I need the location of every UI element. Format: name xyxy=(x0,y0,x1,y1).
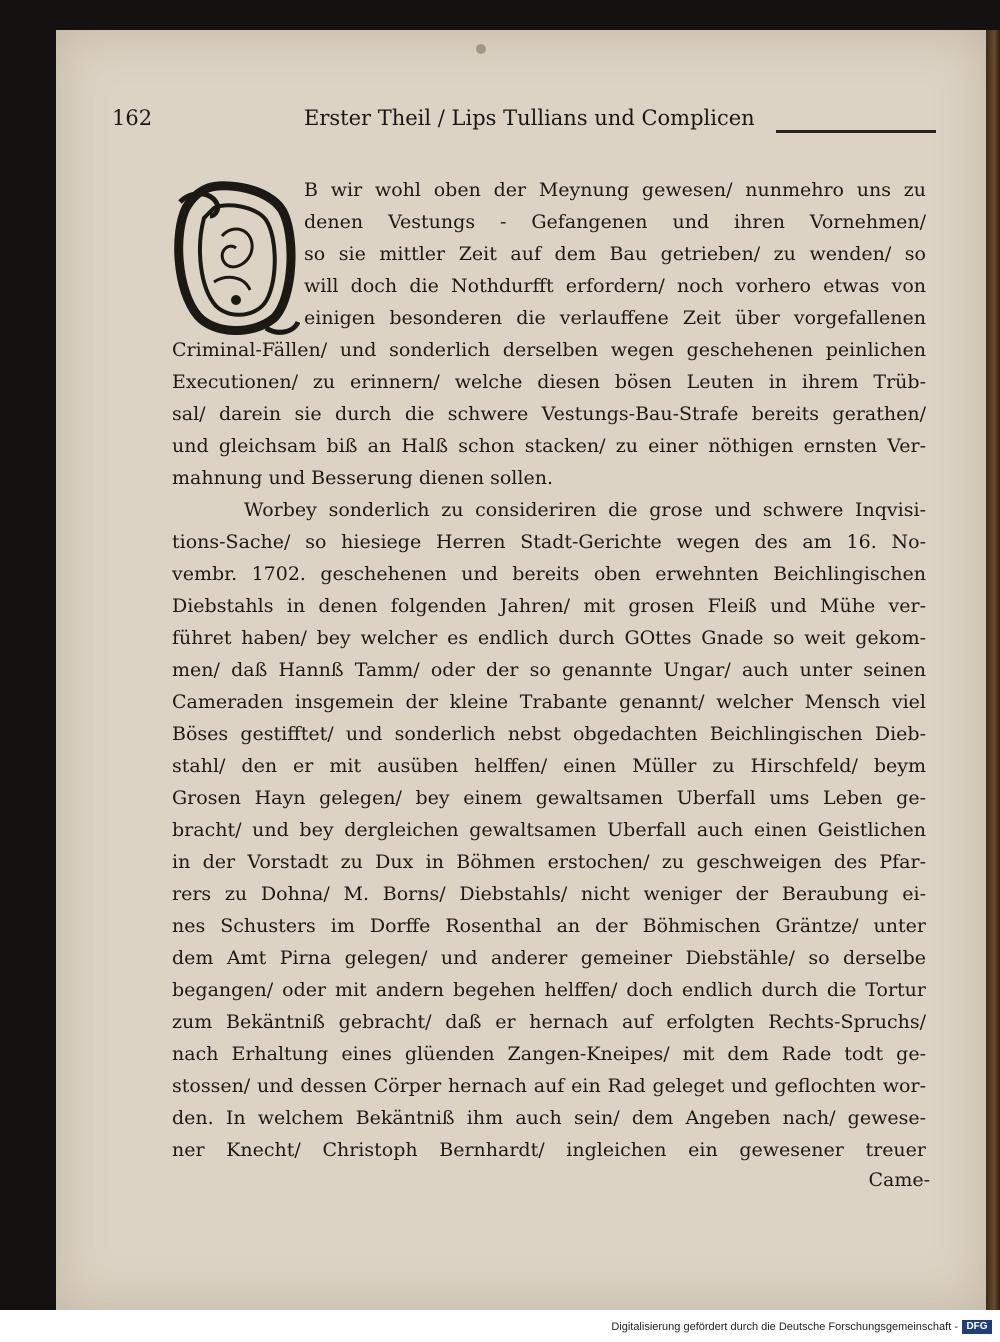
text-line: Worbey sonderlich zu consideriren die grose und schwere Inqvisi- xyxy=(244,499,926,521)
text-line: den. In welchem Bekäntniß ihm auch sein/ dem Angeben nach/ gewese- xyxy=(172,1107,926,1129)
text-line: ner Knecht/ Christoph Bernhardt/ ingleichen ein gewesener treuer xyxy=(172,1139,926,1161)
text-line: Criminal-Fällen/ und sonderlich derselben wegen geschehenen peinlichen xyxy=(172,339,926,361)
funding-credit: Digitalisierung gefördert durch die Deutsche Forschungsgemeinschaft - xyxy=(611,1321,958,1333)
text-line: Diebstahls in denen folgenden Jahren/ mit grosen Fleiß und Mühe ver- xyxy=(172,595,926,617)
footer-bar xyxy=(0,1310,1000,1342)
text-line: Böses gestifftet/ und sonderlich nebst obgedachten Beichlingischen Dieb- xyxy=(172,723,926,745)
text-line: sal/ darein sie durch die schwere Vestungs-Bau-Strafe bereits gerathen/ xyxy=(172,403,926,425)
text-line: nes Schusters im Dorffe Rosenthal an der Böhmischen Gräntze/ unter xyxy=(172,915,926,937)
text-line: einigen besonderen die verlauffene Zeit über vorgefallenen xyxy=(304,307,926,329)
dfg-logo: DFG xyxy=(962,1320,992,1334)
text-line: stahl/ den er mit ausüben helffen/ einen Müller zu Hirschfeld/ beym xyxy=(172,755,926,777)
text-line: zum Bekäntniß gebracht/ daß er hernach auf erfolgten Rechts-Spruchs/ xyxy=(172,1011,926,1033)
text-line: stossen/ und dessen Cörper hernach auf ein Rad geleget und geflochten wor- xyxy=(172,1075,926,1097)
text-line: tions-Sache/ so hiesiege Herren Stadt-Gerichte wegen des am 16. No- xyxy=(172,531,926,553)
text-line: denen Vestungs - Gefangenen und ihren Vornehmen/ xyxy=(304,211,926,233)
catchword: Came- xyxy=(868,1169,930,1191)
text-line: will doch die Nothdurfft erfordern/ noch vorhero etwas von xyxy=(304,275,926,297)
text-line: vembr. 1702. geschehenen und bereits oben erwehnten Beichlingischen xyxy=(172,563,926,585)
text-line: dem Amt Pirna gelegen/ und anderer gemeiner Diebstähle/ so derselbe xyxy=(172,947,926,969)
text-line: und gleichsam biß an Halß schon stacken/ zu einer nöthigen ernsten Ver- xyxy=(172,435,926,457)
text-line: mahnung und Besserung dienen sollen. xyxy=(172,467,553,489)
text-line: bracht/ und bey dergleichen gewaltsamen Uberfall auch einen Geistlichen xyxy=(172,819,926,841)
text-line: führet haben/ bey welcher es endlich durch GOttes Gnade so weit gekom- xyxy=(172,627,926,649)
text-line: men/ daß Hannß Tamm/ oder der so genannte Ungar/ auch unter seinen xyxy=(172,659,926,681)
page-number: 162 xyxy=(112,106,153,130)
text-line: Cameraden insgemein der kleine Trabante genannt/ welcher Mensch viel xyxy=(172,691,926,713)
text-line: begangen/ oder mit andern begehen helffen/ doch endlich durch die Tortur xyxy=(172,979,926,1001)
text-line: Grosen Hayn gelegen/ bey einem gewaltsamen Uberfall ums Leben ge- xyxy=(172,787,926,809)
running-title: Erster Theil / Lips Tullians und Complicen xyxy=(304,106,755,130)
text-line: in der Vorstadt zu Dux in Böhmen erstochen/ zu geschweigen des Pfar- xyxy=(172,851,926,873)
text-line: so sie mittler Zeit auf dem Bau getrieben/ zu wenden/ so xyxy=(304,243,926,265)
text-line: B wir wohl oben der Meynung gewesen/ nunmehro uns zu xyxy=(304,179,926,201)
text-line: rers zu Dohna/ M. Borns/ Diebstahls/ nicht weniger der Beraubung ei- xyxy=(172,883,926,905)
text-line: Executionen/ zu erinnern/ welche diesen bösen Leuten in ihrem Trüb- xyxy=(172,371,926,393)
text-line: nach Erhaltung eines glüenden Zangen-Kneipes/ mit dem Rade todt ge- xyxy=(172,1043,926,1065)
